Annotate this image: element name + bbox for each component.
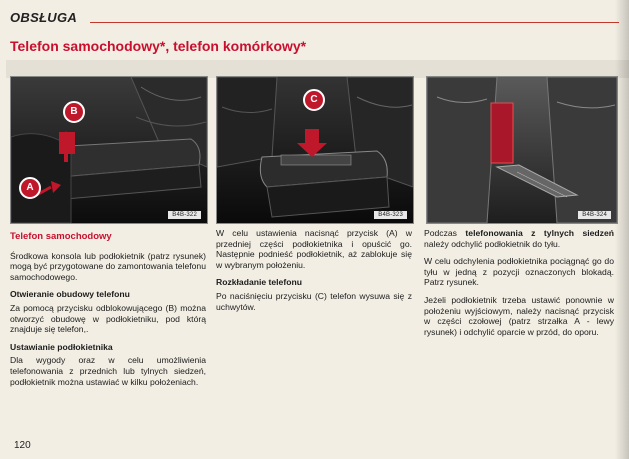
figure-code: B4B-324 — [578, 211, 611, 219]
paragraph: Jeżeli podłokietnik trzeba ustawić ponownie w położeniu wyjściowym, należy nacisnąć przycisk w części czołowej (patrz strzałka A - lewy rysunek) i odchylić oparcie w przód, do oporu. — [424, 294, 614, 337]
subheading: Otwieranie obudowy telefonu — [10, 289, 130, 300]
figure-armrest-open — [10, 76, 208, 224]
section-header — [10, 10, 619, 26]
subheading: Ustawianie podłokietnika — [10, 341, 113, 352]
text-column-3 — [424, 228, 614, 344]
figure-phone-deploy — [216, 76, 414, 224]
page-title: Telefon samochodowy*, telefon komórkowy* — [10, 38, 307, 54]
callout-b-marker: B — [63, 101, 85, 123]
paragraph: Za pomocą przycisku odblokowującego (B) można otworzyć obudowę w podłokietniku, pod którą znajduje się telefon,. — [10, 302, 206, 335]
page-number: 120 — [14, 440, 31, 451]
figure-rear-armrest — [426, 76, 618, 224]
text-column-1 — [10, 228, 206, 394]
figure-code: B4B-322 — [168, 211, 201, 219]
paragraph — [424, 228, 614, 249]
paragraph: Po naciśnięciu przycisku (C) telefon wysuwa się z uchwytów. — [216, 290, 412, 312]
section-name: OBSŁUGA — [10, 10, 78, 25]
paragraph: Dla wygody oraz w celu umożliwienia telefonowania z przednich lub tylnych siedzeń, podłokietnik można ustawiać w kilku położeniach. — [10, 355, 206, 387]
text-run: należy odchylić podłokietnik do tyłu. — [424, 238, 561, 249]
paragraph: Środkowa konsola lub podłokietnik (patrz rysunek) mogą być przygotowane do zamontowania telefonu samochodowego. — [10, 250, 206, 282]
callout-c-marker: C — [303, 89, 325, 111]
page-edge-shadow — [615, 0, 629, 459]
figure-code: B4B-323 — [374, 211, 407, 219]
text-column-2 — [216, 228, 412, 319]
paragraph: W celu odchylenia podłokietnika pociągnąć go do tyłu w jedną z pozycji oznaczonych blokadą. Patrz rysunek. — [424, 256, 614, 288]
text-run-bold: telefonowania z tylnych siedzeń — [465, 228, 614, 238]
section-rule — [90, 22, 619, 23]
column-heading: Telefon samochodowy — [10, 231, 112, 242]
paragraph: W celu ustawienia nacisnąć przycisk (A) w przedniej części podłokietnika i opuścić go. Następnie podnieść podłokietnik, aż zablokuje się w wybranym położeniu. — [216, 228, 412, 270]
subheading: Rozkładanie telefonu — [216, 277, 302, 288]
callout-a-marker: A — [19, 177, 41, 199]
text-run: Podczas — [424, 228, 466, 238]
